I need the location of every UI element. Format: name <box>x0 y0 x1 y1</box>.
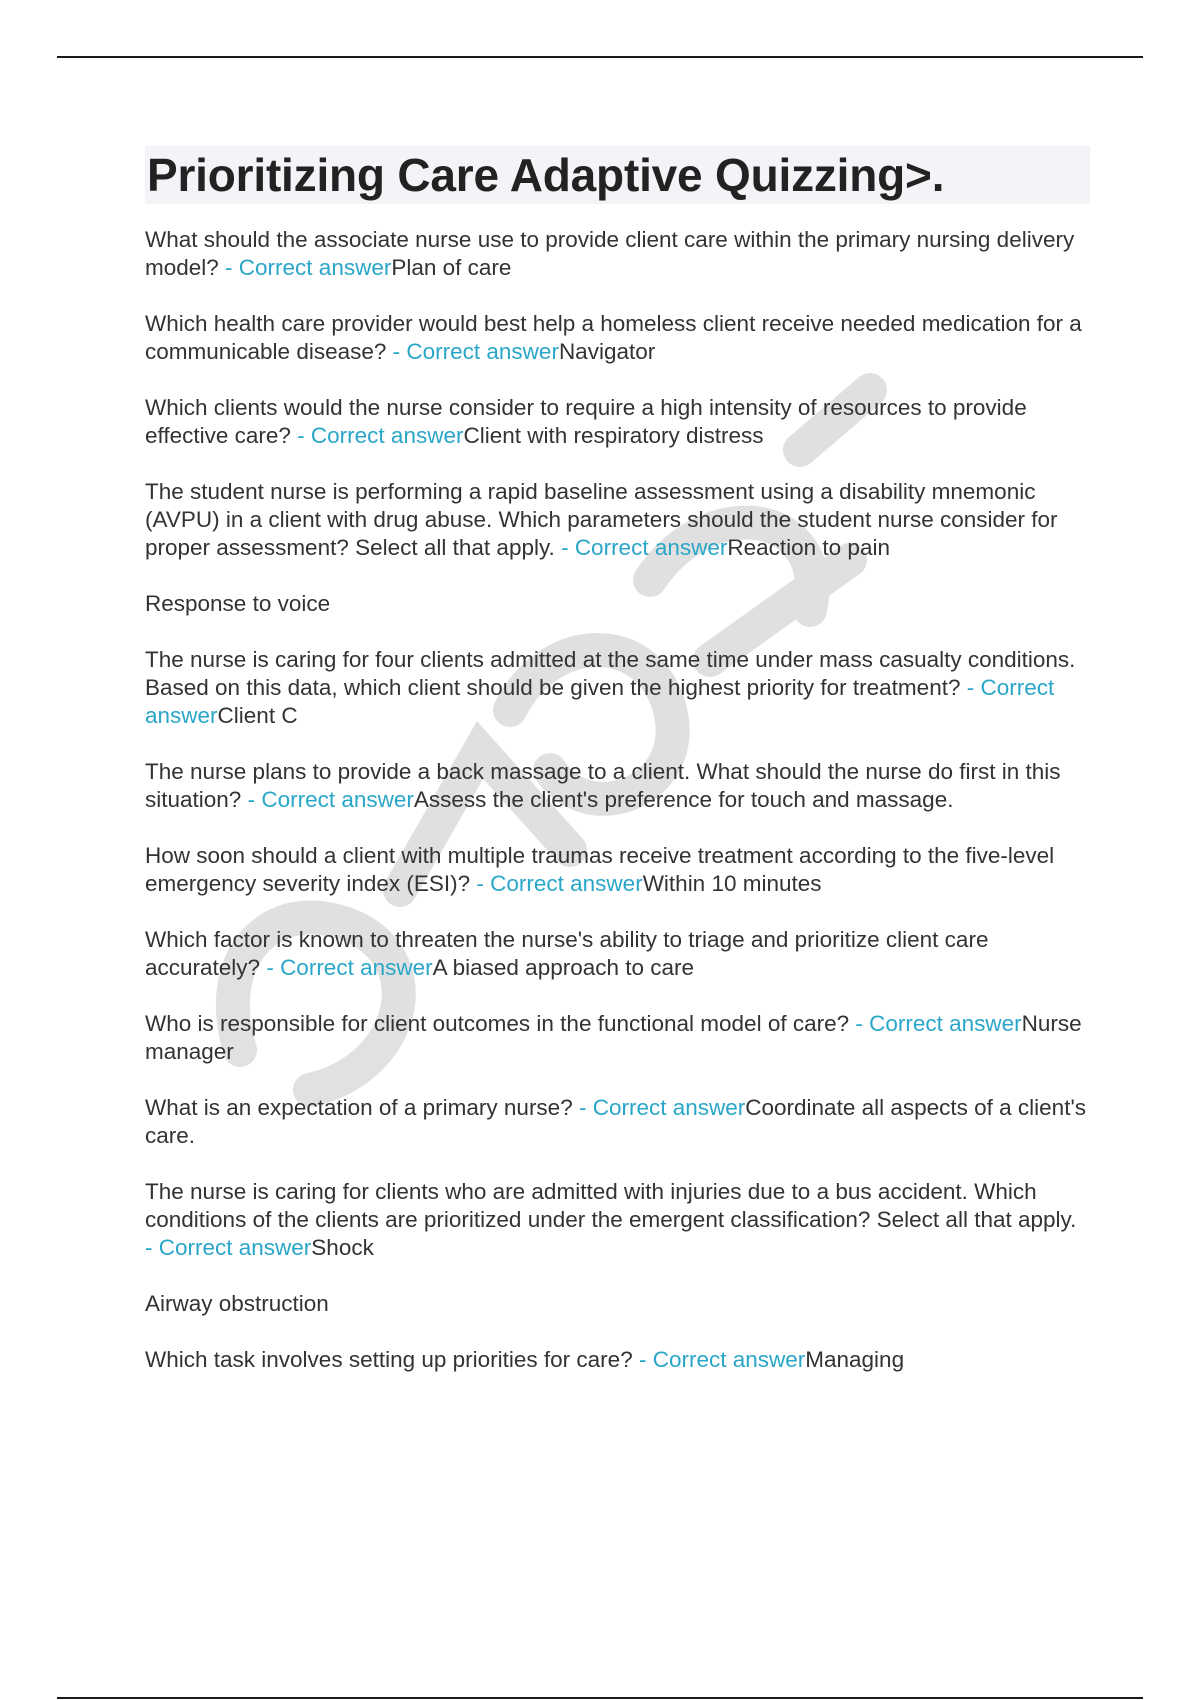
answer-text: Within 10 minutes <box>642 871 822 896</box>
answer-text: Reaction to pain <box>727 535 890 560</box>
correct-answer-label: Correct answer <box>592 1095 746 1120</box>
answer-text: Client with respiratory distress <box>463 423 764 448</box>
qa-list <box>145 226 1090 1374</box>
correct-answer-label: Correct answer <box>238 255 392 280</box>
correct-answer-label: Correct answer <box>406 339 559 364</box>
qa-item <box>145 758 1090 814</box>
correct-answer-label: Correct answer <box>869 1011 1022 1036</box>
question-text: Which health care provider would best help a homeless client receive needed medication for a communicable disease? <box>145 311 1082 364</box>
answer-separator: - <box>960 675 981 700</box>
correct-answer-label: Correct answer <box>574 535 728 560</box>
answer-separator: - <box>470 871 491 896</box>
answer-text: Coordinate all aspects of a client's care. <box>145 1095 1086 1148</box>
qa-item <box>145 1094 1090 1150</box>
qa-item <box>145 926 1090 982</box>
answer-text: Navigator <box>558 339 656 364</box>
answer-separator: - <box>218 255 239 280</box>
additional-answer: Airway obstruction <box>145 1291 329 1316</box>
answer-separator: - <box>572 1095 593 1120</box>
answer-text: Nurse manager <box>145 1011 1082 1064</box>
answer-separator: - <box>241 787 262 812</box>
answer-separator: - <box>386 339 407 364</box>
qa-item <box>145 842 1090 898</box>
question-text: Which task involves setting up priorities for care? <box>145 1347 633 1372</box>
answer-separator: - <box>145 1235 159 1260</box>
question-text: The student nurse is performing a rapid baseline assessment using a disability mnemonic (AVPU) in a client with drug abuse. Which parameters should the student nurse consider for proper assessment? Select all that apply. <box>145 479 1058 560</box>
document-title: Prioritizing Care Adaptive Quizzing>. <box>145 146 1090 204</box>
answer-separator: - <box>632 1347 653 1372</box>
question-text: What is an expectation of a primary nurse? <box>145 1095 573 1120</box>
question-text: What should the associate nurse use to provide client care within the primary nursing delivery model? <box>145 227 1075 280</box>
correct-answer-label: Correct answer <box>280 955 433 980</box>
question-text: The nurse is caring for four clients admitted at the same time under mass casualty conditions. Based on this data, which client should be given the highest priority for treatment? <box>145 647 1076 700</box>
document-body <box>145 146 1090 1402</box>
answer-separator: - <box>290 423 311 448</box>
answer-separator: - <box>849 1011 870 1036</box>
correct-answer-label: Correct answer <box>145 675 1055 728</box>
question-text: The nurse is caring for clients who are admitted with injuries due to a bus accident. Which conditions of the clients are prioritized under the emergent classification? Select all that apply. <box>145 1179 1077 1232</box>
additional-answer: Response to voice <box>145 591 331 616</box>
bottom-rule <box>57 1697 1143 1699</box>
qa-item <box>145 394 1090 450</box>
correct-answer-label: Correct answer <box>652 1347 806 1372</box>
question-text: The nurse plans to provide a back massage to a client. What should the nurse do first in this situation? <box>145 759 1061 812</box>
correct-answer-label: Correct answer <box>310 423 464 448</box>
correct-answer-label: Correct answer <box>158 1235 312 1260</box>
qa-item <box>145 1346 1090 1374</box>
question-text: How soon should a client with multiple traumas receive treatment according to the five-level emergency severity index (ESI)? <box>145 843 1055 896</box>
answer-text: Shock <box>311 1235 374 1260</box>
qa-item <box>145 310 1090 366</box>
qa-item <box>145 1010 1090 1066</box>
qa-item <box>145 478 1090 562</box>
qa-item <box>145 226 1090 282</box>
correct-answer-label: Correct answer <box>490 871 643 896</box>
top-rule <box>57 56 1143 58</box>
answer-text: Managing <box>805 1347 905 1372</box>
answer-text: Assess the client's preference for touch and massage. <box>413 787 954 812</box>
qa-item <box>145 1178 1090 1262</box>
answer-separator: - <box>554 535 575 560</box>
correct-answer-label: Correct answer <box>261 787 414 812</box>
answer-separator: - <box>260 955 281 980</box>
question-text: Which factor is known to threaten the nurse's ability to triage and prioritize client care accurately? <box>145 927 989 980</box>
answer-text: Plan of care <box>391 255 512 280</box>
qa-item <box>145 646 1090 730</box>
question-text: Which clients would the nurse consider to require a high intensity of resources to provide effective care? <box>145 395 1027 448</box>
question-text: Who is responsible for client outcomes in the functional model of care? <box>145 1011 850 1036</box>
answer-text: Client C <box>217 703 298 728</box>
answer-text: A biased approach to care <box>432 955 695 980</box>
